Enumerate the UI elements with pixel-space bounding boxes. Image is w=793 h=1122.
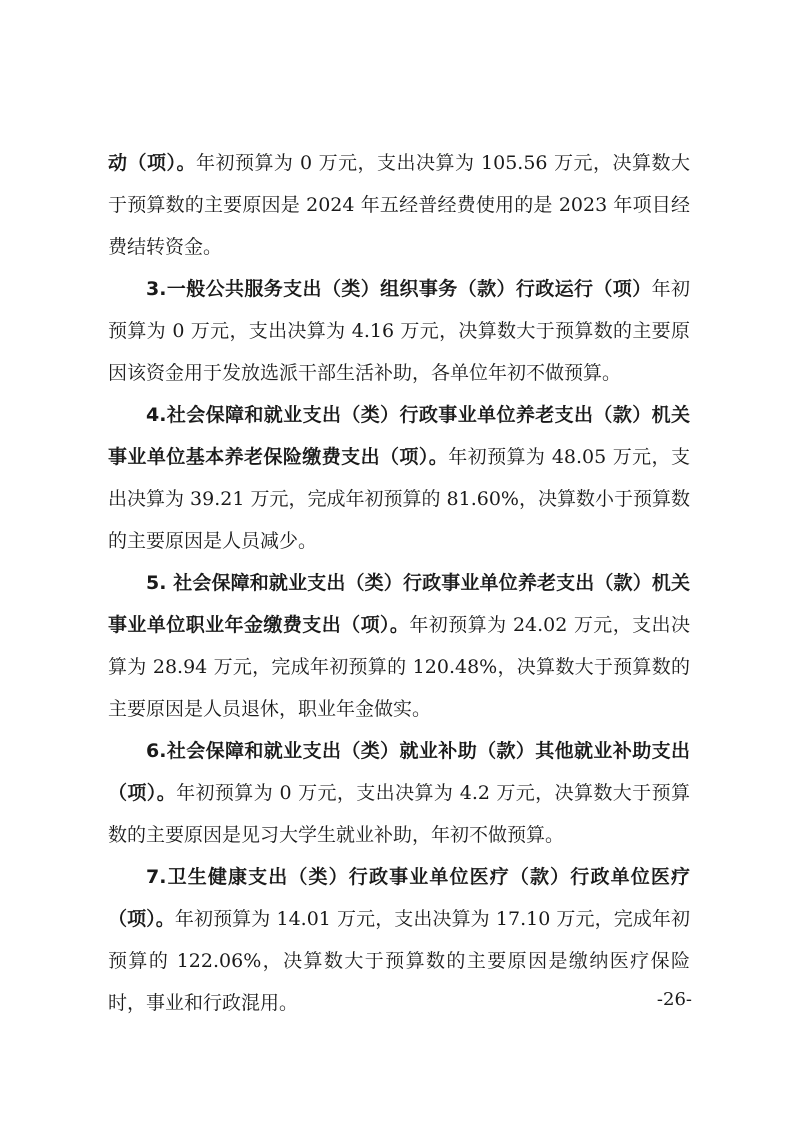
paragraph-item-7	[108, 856, 690, 1024]
paragraph-heading: 7.卫生健康支出（类）行政事业单位医疗（款）行政单位医疗（项）。	[108, 866, 690, 930]
paragraph-heading: 动（项）。	[108, 152, 196, 174]
paragraph-text: 年初预算为 0 万元，支出决算为 105.56 万元，决算数大于预算数的主要原因是 2024 年五经普经费使用的是 2023 年项目经费结转资金。	[108, 152, 690, 258]
paragraph-item-5	[108, 562, 690, 730]
paragraph-text: 年初预算为 14.01 万元，支出决算为 17.10 万元，完成年初预算的 122.06%，决算数大于预算数的主要原因是缴纳医疗保险时，事业和行政混用。	[108, 908, 690, 1014]
paragraph-item-6	[108, 730, 690, 856]
paragraph-continued	[108, 142, 690, 268]
paragraph-text: 年初预算为 24.02 万元，支出决算为 28.94 万元，完成年初预算的 120.48%，决算数大于预算数的主要原因是人员退休，职业年金做实。	[108, 614, 690, 720]
paragraph-item-3	[108, 268, 690, 394]
paragraph-text: 年初预算为 48.05 万元，支出决算为 39.21 万元，完成年初预算的 81.60%，决算数小于预算数的主要原因是人员减少。	[108, 446, 690, 552]
paragraph-text: 年初预算为 0 万元，支出决算为 4.16 万元，决算数大于预算数的主要原因该资金用于发放选派干部生活补助，各单位年初不做预算。	[108, 278, 690, 384]
paragraph-item-4	[108, 394, 690, 562]
body-text	[108, 142, 690, 1024]
paragraph-heading: 6.社会保障和就业支出（类）就业补助（款）其他就业补助支出（项）。	[108, 740, 690, 804]
paragraph-text: 年初预算为 0 万元，支出决算为 4.2 万元，决算数大于预算数的主要原因是见习大学生就业补助，年初不做预算。	[108, 782, 690, 846]
paragraph-heading: 4.社会保障和就业支出（类）行政事业单位养老支出（款）机关事业单位基本养老保险缴费支出（项）。	[108, 404, 690, 468]
page-number: -26-	[656, 989, 692, 1010]
paragraph-heading: 5. 社会保障和就业支出（类）行政事业单位养老支出（款）机关事业单位职业年金缴费支出（项）。	[108, 572, 690, 636]
paragraph-heading: 3.一般公共服务支出（类）组织事务（款）行政运行（项）	[146, 278, 652, 300]
